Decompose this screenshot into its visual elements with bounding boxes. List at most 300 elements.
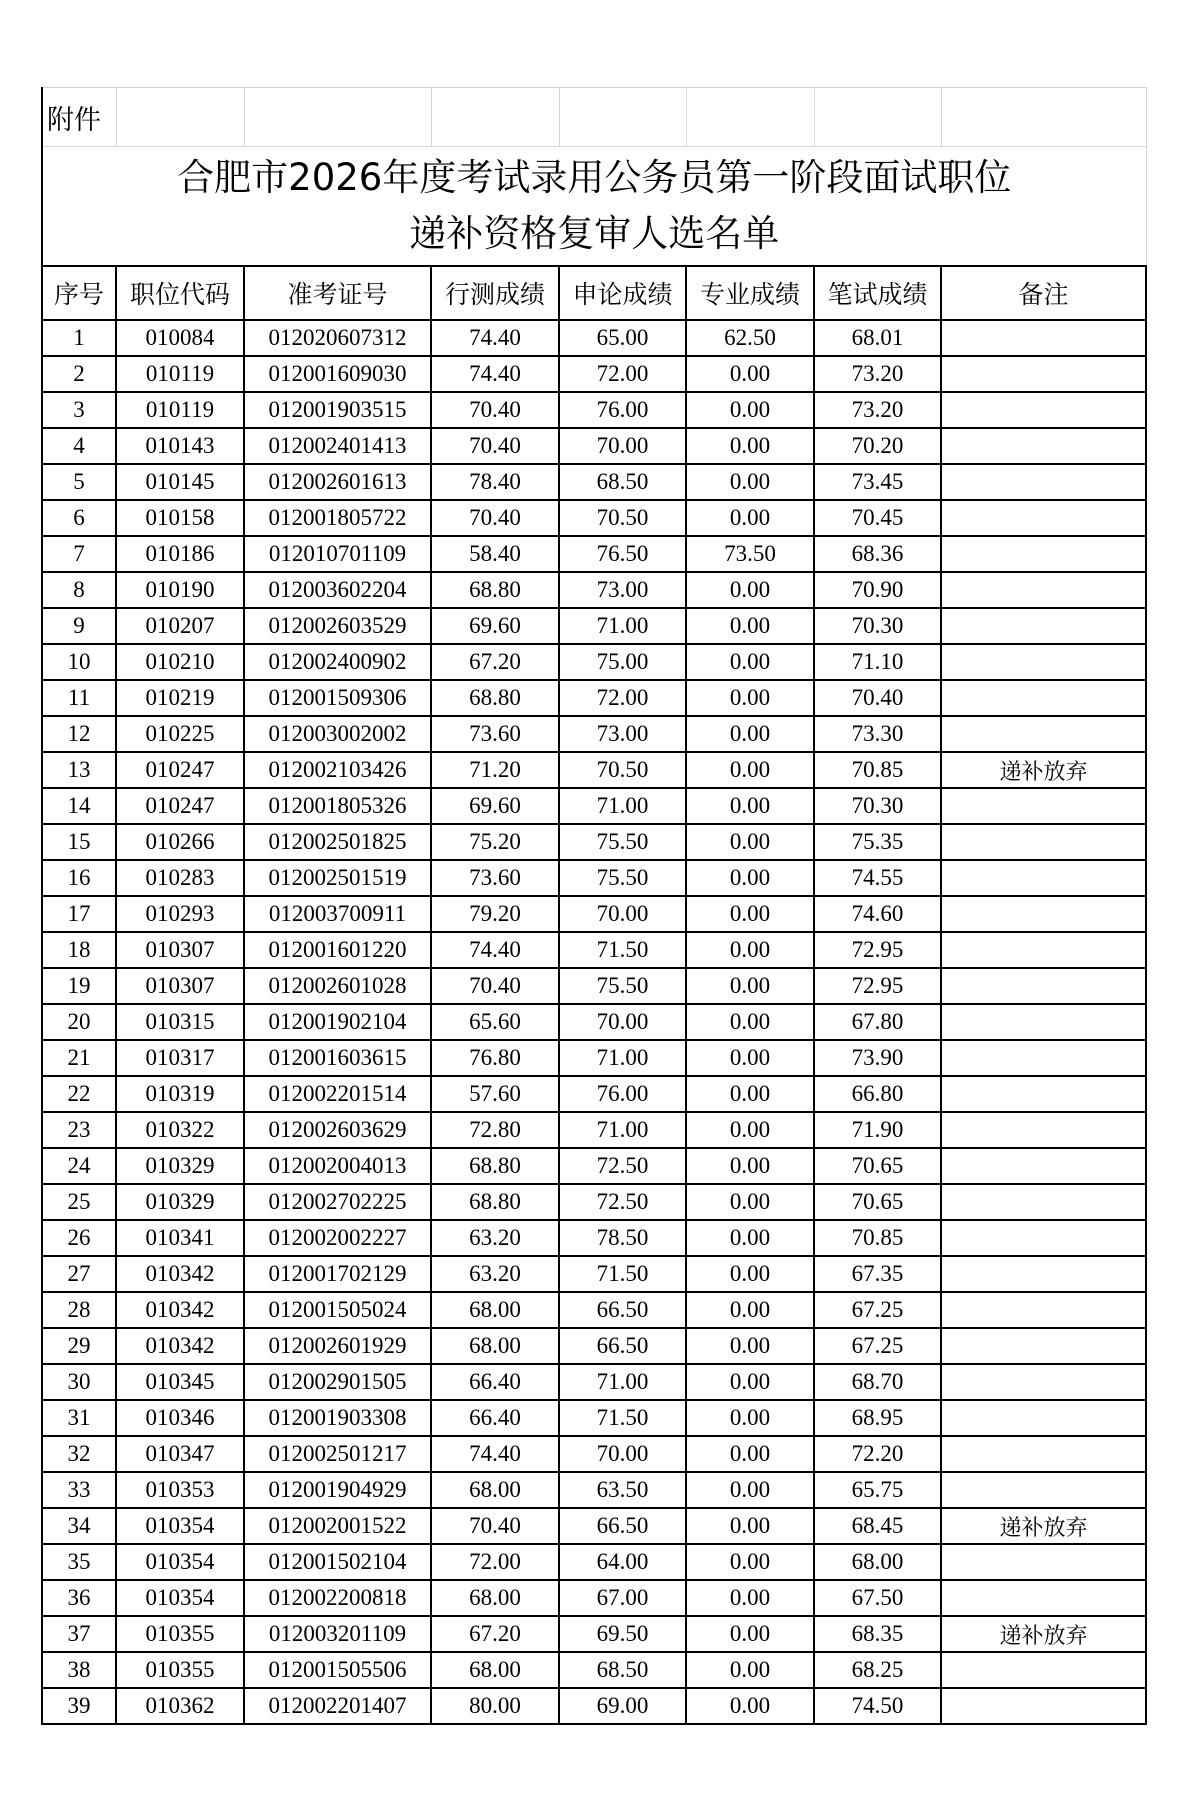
table-row — [42, 1256, 1146, 1292]
shenlun-score-cell: 75.50 — [559, 968, 686, 1004]
table-row — [42, 716, 1146, 752]
remark-cell — [941, 608, 1146, 644]
remark-cell — [941, 1544, 1146, 1580]
written-score-cell: 65.75 — [814, 1472, 941, 1508]
seq-cell: 33 — [42, 1472, 116, 1508]
table-row — [42, 1508, 1146, 1544]
remark-cell — [941, 464, 1146, 500]
seq-cell: 23 — [42, 1112, 116, 1148]
written-score-cell: 67.80 — [814, 1004, 941, 1040]
position-code-cell: 010354 — [116, 1544, 244, 1580]
major-score-cell: 0.00 — [686, 1076, 814, 1112]
table-row — [42, 1328, 1146, 1364]
written-score-cell: 74.55 — [814, 860, 941, 896]
column-header: 职位代码 — [116, 266, 244, 320]
position-code-cell: 010119 — [116, 392, 244, 428]
seq-cell: 36 — [42, 1580, 116, 1616]
written-score-cell: 70.30 — [814, 608, 941, 644]
remark-cell — [941, 1256, 1146, 1292]
shenlun-score-cell: 71.50 — [559, 932, 686, 968]
position-code-cell: 010186 — [116, 536, 244, 572]
empty-cell — [116, 88, 244, 147]
major-score-cell: 0.00 — [686, 860, 814, 896]
ticket-number-cell: 012001601220 — [244, 932, 431, 968]
column-header: 序号 — [42, 266, 116, 320]
seq-cell: 13 — [42, 752, 116, 788]
shenlun-score-cell: 73.00 — [559, 716, 686, 752]
seq-cell: 37 — [42, 1616, 116, 1652]
written-score-cell: 73.30 — [814, 716, 941, 752]
shenlun-score-cell: 71.00 — [559, 1112, 686, 1148]
shenlun-score-cell: 68.50 — [559, 1652, 686, 1688]
position-code-cell: 010345 — [116, 1364, 244, 1400]
seq-cell: 29 — [42, 1328, 116, 1364]
xingce-score-cell: 70.40 — [431, 500, 559, 536]
position-code-cell: 010353 — [116, 1472, 244, 1508]
xingce-score-cell: 68.00 — [431, 1292, 559, 1328]
table-row — [42, 356, 1146, 392]
ticket-number-cell: 012002200818 — [244, 1580, 431, 1616]
remark-cell — [941, 1184, 1146, 1220]
major-score-cell: 0.00 — [686, 932, 814, 968]
shenlun-score-cell: 76.00 — [559, 1076, 686, 1112]
shenlun-score-cell: 68.50 — [559, 464, 686, 500]
table-row — [42, 320, 1146, 356]
written-score-cell: 70.40 — [814, 680, 941, 716]
written-score-cell: 67.25 — [814, 1328, 941, 1364]
written-score-cell: 70.90 — [814, 572, 941, 608]
column-header: 备注 — [941, 266, 1146, 320]
table-row — [42, 1616, 1146, 1652]
position-code-cell: 010266 — [116, 824, 244, 860]
ticket-number-cell: 012001904929 — [244, 1472, 431, 1508]
xingce-score-cell: 80.00 — [431, 1688, 559, 1724]
table-row — [42, 608, 1146, 644]
table-row — [42, 788, 1146, 824]
written-score-cell: 73.20 — [814, 392, 941, 428]
written-score-cell: 67.25 — [814, 1292, 941, 1328]
major-score-cell: 0.00 — [686, 572, 814, 608]
major-score-cell: 0.00 — [686, 1436, 814, 1472]
remark-cell — [941, 1436, 1146, 1472]
table-row — [42, 680, 1146, 716]
seq-cell: 26 — [42, 1220, 116, 1256]
major-score-cell: 0.00 — [686, 608, 814, 644]
title-line-1: 合肥市2026年度考试录用公务员第一阶段面试职位 — [177, 156, 1012, 199]
ticket-number-cell: 012002201407 — [244, 1688, 431, 1724]
shenlun-score-cell: 72.50 — [559, 1148, 686, 1184]
ticket-number-cell: 012002001522 — [244, 1508, 431, 1544]
table-row — [42, 896, 1146, 932]
written-score-cell: 68.25 — [814, 1652, 941, 1688]
table-row — [42, 1112, 1146, 1148]
table-row — [42, 860, 1146, 896]
seq-cell: 9 — [42, 608, 116, 644]
ticket-number-cell: 012002201514 — [244, 1076, 431, 1112]
column-header: 行测成绩 — [431, 266, 559, 320]
remark-cell — [941, 500, 1146, 536]
ticket-number-cell: 012002603629 — [244, 1112, 431, 1148]
ticket-number-cell: 012001702129 — [244, 1256, 431, 1292]
seq-cell: 3 — [42, 392, 116, 428]
remark-cell — [941, 356, 1146, 392]
position-code-cell: 010158 — [116, 500, 244, 536]
xingce-score-cell: 68.00 — [431, 1328, 559, 1364]
xingce-score-cell: 72.80 — [431, 1112, 559, 1148]
major-score-cell: 0.00 — [686, 1616, 814, 1652]
major-score-cell: 0.00 — [686, 356, 814, 392]
shenlun-score-cell: 75.50 — [559, 824, 686, 860]
seq-cell: 21 — [42, 1040, 116, 1076]
xingce-score-cell: 78.40 — [431, 464, 559, 500]
seq-cell: 31 — [42, 1400, 116, 1436]
ticket-number-cell: 012003700911 — [244, 896, 431, 932]
position-code-cell: 010119 — [116, 356, 244, 392]
position-code-cell: 010342 — [116, 1328, 244, 1364]
ticket-number-cell: 012002004013 — [244, 1148, 431, 1184]
position-code-cell: 010362 — [116, 1688, 244, 1724]
shenlun-score-cell: 69.50 — [559, 1616, 686, 1652]
written-score-cell: 74.50 — [814, 1688, 941, 1724]
ticket-number-cell: 012001505024 — [244, 1292, 431, 1328]
position-code-cell: 010207 — [116, 608, 244, 644]
seq-cell: 24 — [42, 1148, 116, 1184]
major-score-cell: 0.00 — [686, 1652, 814, 1688]
position-code-cell: 010329 — [116, 1184, 244, 1220]
written-score-cell: 75.35 — [814, 824, 941, 860]
written-score-cell: 68.01 — [814, 320, 941, 356]
xingce-score-cell: 68.80 — [431, 680, 559, 716]
seq-cell: 7 — [42, 536, 116, 572]
shenlun-score-cell: 71.00 — [559, 608, 686, 644]
seq-cell: 17 — [42, 896, 116, 932]
position-code-cell: 010283 — [116, 860, 244, 896]
major-score-cell: 0.00 — [686, 1292, 814, 1328]
table-row — [42, 392, 1146, 428]
xingce-score-cell: 71.20 — [431, 752, 559, 788]
table-row — [42, 968, 1146, 1004]
remark-cell — [941, 932, 1146, 968]
position-code-cell: 010219 — [116, 680, 244, 716]
empty-cell — [814, 88, 941, 147]
position-code-cell: 010354 — [116, 1580, 244, 1616]
table-row — [42, 1076, 1146, 1112]
remark-cell — [941, 680, 1146, 716]
seq-cell: 6 — [42, 500, 116, 536]
major-score-cell: 0.00 — [686, 392, 814, 428]
ticket-number-cell: 012001609030 — [244, 356, 431, 392]
shenlun-score-cell: 66.50 — [559, 1292, 686, 1328]
shenlun-score-cell: 64.00 — [559, 1544, 686, 1580]
table-row — [42, 1436, 1146, 1472]
attachment-label: 附件 — [42, 88, 116, 147]
written-score-cell: 72.95 — [814, 932, 941, 968]
written-score-cell: 71.90 — [814, 1112, 941, 1148]
written-score-cell: 70.20 — [814, 428, 941, 464]
seq-cell: 18 — [42, 932, 116, 968]
seq-cell: 15 — [42, 824, 116, 860]
empty-cell — [244, 88, 431, 147]
remark-cell — [941, 572, 1146, 608]
shenlun-score-cell: 71.00 — [559, 1040, 686, 1076]
seq-cell: 27 — [42, 1256, 116, 1292]
seq-cell: 1 — [42, 320, 116, 356]
xingce-score-cell: 68.00 — [431, 1580, 559, 1616]
table-row — [42, 1652, 1146, 1688]
remark-cell — [941, 392, 1146, 428]
position-code-cell: 010084 — [116, 320, 244, 356]
position-code-cell: 010317 — [116, 1040, 244, 1076]
shenlun-score-cell: 73.00 — [559, 572, 686, 608]
position-code-cell: 010143 — [116, 428, 244, 464]
position-code-cell: 010319 — [116, 1076, 244, 1112]
major-score-cell: 0.00 — [686, 1040, 814, 1076]
seq-cell: 32 — [42, 1436, 116, 1472]
ticket-number-cell: 012020607312 — [244, 320, 431, 356]
remark-cell — [941, 320, 1146, 356]
written-score-cell: 73.45 — [814, 464, 941, 500]
written-score-cell: 68.70 — [814, 1364, 941, 1400]
column-header: 准考证号 — [244, 266, 431, 320]
xingce-score-cell: 68.80 — [431, 1148, 559, 1184]
xingce-score-cell: 70.40 — [431, 1508, 559, 1544]
position-code-cell: 010247 — [116, 752, 244, 788]
major-score-cell: 0.00 — [686, 716, 814, 752]
empty-cell — [559, 88, 686, 147]
seq-cell: 35 — [42, 1544, 116, 1580]
position-code-cell: 010293 — [116, 896, 244, 932]
seq-cell: 5 — [42, 464, 116, 500]
written-score-cell: 70.30 — [814, 788, 941, 824]
remark-cell — [941, 1004, 1146, 1040]
remark-cell: 递补放弃 — [941, 1508, 1146, 1544]
column-header: 申论成绩 — [559, 266, 686, 320]
shenlun-score-cell: 71.00 — [559, 1364, 686, 1400]
remark-cell: 递补放弃 — [941, 1616, 1146, 1652]
major-score-cell: 0.00 — [686, 428, 814, 464]
ticket-number-cell: 012002901505 — [244, 1364, 431, 1400]
ticket-number-cell: 012002501825 — [244, 824, 431, 860]
seq-cell: 8 — [42, 572, 116, 608]
written-score-cell: 70.45 — [814, 500, 941, 536]
remark-cell — [941, 1040, 1146, 1076]
table-row — [42, 1004, 1146, 1040]
shenlun-score-cell: 71.50 — [559, 1256, 686, 1292]
position-code-cell: 010329 — [116, 1148, 244, 1184]
xingce-score-cell: 67.20 — [431, 644, 559, 680]
position-code-cell: 010247 — [116, 788, 244, 824]
xingce-score-cell: 67.20 — [431, 1616, 559, 1652]
written-score-cell: 74.60 — [814, 896, 941, 932]
major-score-cell: 0.00 — [686, 1580, 814, 1616]
major-score-cell: 0.00 — [686, 1400, 814, 1436]
seq-cell: 16 — [42, 860, 116, 896]
shenlun-score-cell: 72.00 — [559, 356, 686, 392]
major-score-cell: 0.00 — [686, 500, 814, 536]
shenlun-score-cell: 66.50 — [559, 1328, 686, 1364]
ticket-number-cell: 012003002002 — [244, 716, 431, 752]
shenlun-score-cell: 76.50 — [559, 536, 686, 572]
remark-cell — [941, 824, 1146, 860]
shenlun-score-cell: 72.00 — [559, 680, 686, 716]
table-row — [42, 644, 1146, 680]
ticket-number-cell: 012001603615 — [244, 1040, 431, 1076]
empty-cell — [431, 88, 559, 147]
empty-cell — [941, 88, 1146, 147]
position-code-cell: 010145 — [116, 464, 244, 500]
xingce-score-cell: 70.40 — [431, 428, 559, 464]
ticket-number-cell: 012001902104 — [244, 1004, 431, 1040]
seq-cell: 38 — [42, 1652, 116, 1688]
written-score-cell: 67.35 — [814, 1256, 941, 1292]
written-score-cell: 70.65 — [814, 1184, 941, 1220]
ticket-number-cell: 012002601028 — [244, 968, 431, 1004]
position-code-cell: 010342 — [116, 1256, 244, 1292]
major-score-cell: 0.00 — [686, 1220, 814, 1256]
table-row — [42, 752, 1146, 788]
shenlun-score-cell: 72.50 — [559, 1184, 686, 1220]
candidate-table — [41, 87, 1147, 1725]
ticket-number-cell: 012003602204 — [244, 572, 431, 608]
xingce-score-cell: 63.20 — [431, 1256, 559, 1292]
ticket-number-cell: 012001805326 — [244, 788, 431, 824]
shenlun-score-cell: 71.50 — [559, 1400, 686, 1436]
shenlun-score-cell: 63.50 — [559, 1472, 686, 1508]
table-row — [42, 1184, 1146, 1220]
remark-cell — [941, 1472, 1146, 1508]
shenlun-score-cell: 69.00 — [559, 1688, 686, 1724]
major-score-cell: 0.00 — [686, 1004, 814, 1040]
position-code-cell: 010307 — [116, 968, 244, 1004]
major-score-cell: 0.00 — [686, 1472, 814, 1508]
position-code-cell: 010355 — [116, 1616, 244, 1652]
ticket-number-cell: 012001502104 — [244, 1544, 431, 1580]
xingce-score-cell: 68.00 — [431, 1652, 559, 1688]
xingce-score-cell: 69.60 — [431, 788, 559, 824]
xingce-score-cell: 68.80 — [431, 572, 559, 608]
remark-cell — [941, 1364, 1146, 1400]
major-score-cell: 0.00 — [686, 644, 814, 680]
position-code-cell: 010322 — [116, 1112, 244, 1148]
shenlun-score-cell: 70.00 — [559, 896, 686, 932]
xingce-score-cell: 68.00 — [431, 1472, 559, 1508]
major-score-cell: 0.00 — [686, 896, 814, 932]
shenlun-score-cell: 71.00 — [559, 788, 686, 824]
major-score-cell: 0.00 — [686, 788, 814, 824]
written-score-cell: 68.95 — [814, 1400, 941, 1436]
major-score-cell: 0.00 — [686, 1148, 814, 1184]
remark-cell — [941, 1652, 1146, 1688]
major-score-cell: 0.00 — [686, 1256, 814, 1292]
table-row — [42, 1688, 1146, 1724]
major-score-cell: 0.00 — [686, 824, 814, 860]
remark-cell — [941, 1220, 1146, 1256]
written-score-cell: 71.10 — [814, 644, 941, 680]
xingce-score-cell: 70.40 — [431, 968, 559, 1004]
major-score-cell: 0.00 — [686, 1364, 814, 1400]
position-code-cell: 010341 — [116, 1220, 244, 1256]
ticket-number-cell: 012001509306 — [244, 680, 431, 716]
remark-cell — [941, 1688, 1146, 1724]
remark-cell — [941, 896, 1146, 932]
major-score-cell: 0.00 — [686, 1184, 814, 1220]
column-header: 专业成绩 — [686, 266, 814, 320]
shenlun-score-cell: 70.00 — [559, 1004, 686, 1040]
ticket-number-cell: 012002103426 — [244, 752, 431, 788]
shenlun-score-cell: 67.00 — [559, 1580, 686, 1616]
table-row — [42, 428, 1146, 464]
seq-cell: 22 — [42, 1076, 116, 1112]
remark-cell — [941, 428, 1146, 464]
shenlun-score-cell: 66.50 — [559, 1508, 686, 1544]
remark-cell — [941, 716, 1146, 752]
xingce-score-cell: 69.60 — [431, 608, 559, 644]
seq-cell: 28 — [42, 1292, 116, 1328]
ticket-number-cell: 012002401413 — [244, 428, 431, 464]
ticket-number-cell: 012002501519 — [244, 860, 431, 896]
table-row — [42, 1040, 1146, 1076]
shenlun-score-cell: 75.50 — [559, 860, 686, 896]
remark-cell — [941, 536, 1146, 572]
xingce-score-cell: 68.80 — [431, 1184, 559, 1220]
ticket-number-cell: 012002702225 — [244, 1184, 431, 1220]
seq-cell: 20 — [42, 1004, 116, 1040]
major-score-cell: 0.00 — [686, 1328, 814, 1364]
remark-cell: 递补放弃 — [941, 752, 1146, 788]
major-score-cell: 0.00 — [686, 1508, 814, 1544]
table-row — [42, 1292, 1146, 1328]
xingce-score-cell: 74.40 — [431, 1436, 559, 1472]
position-code-cell: 010347 — [116, 1436, 244, 1472]
shenlun-score-cell: 70.00 — [559, 428, 686, 464]
ticket-number-cell: 012001903515 — [244, 392, 431, 428]
position-code-cell: 010190 — [116, 572, 244, 608]
table-row — [42, 1400, 1146, 1436]
xingce-score-cell: 74.40 — [431, 356, 559, 392]
position-code-cell: 010307 — [116, 932, 244, 968]
shenlun-score-cell: 70.50 — [559, 500, 686, 536]
position-code-cell: 010210 — [116, 644, 244, 680]
xingce-score-cell: 73.60 — [431, 860, 559, 896]
seq-cell: 12 — [42, 716, 116, 752]
xingce-score-cell: 76.80 — [431, 1040, 559, 1076]
xingce-score-cell: 63.20 — [431, 1220, 559, 1256]
table-row — [42, 1148, 1146, 1184]
written-score-cell: 70.85 — [814, 752, 941, 788]
ticket-number-cell: 012002002227 — [244, 1220, 431, 1256]
shenlun-score-cell: 70.00 — [559, 1436, 686, 1472]
xingce-score-cell: 58.40 — [431, 536, 559, 572]
written-score-cell: 68.36 — [814, 536, 941, 572]
ticket-number-cell: 012003201109 — [244, 1616, 431, 1652]
xingce-score-cell: 75.20 — [431, 824, 559, 860]
table-row — [42, 536, 1146, 572]
ticket-number-cell: 012001903308 — [244, 1400, 431, 1436]
table-row — [42, 1580, 1146, 1616]
xingce-score-cell: 66.40 — [431, 1364, 559, 1400]
remark-cell — [941, 860, 1146, 896]
table-row — [42, 572, 1146, 608]
remark-cell — [941, 968, 1146, 1004]
written-score-cell: 72.20 — [814, 1436, 941, 1472]
position-code-cell: 010225 — [116, 716, 244, 752]
major-score-cell: 0.00 — [686, 1544, 814, 1580]
shenlun-score-cell: 76.00 — [559, 392, 686, 428]
major-score-cell: 0.00 — [686, 968, 814, 1004]
table-row — [42, 500, 1146, 536]
remark-cell — [941, 1292, 1146, 1328]
remark-cell — [941, 644, 1146, 680]
